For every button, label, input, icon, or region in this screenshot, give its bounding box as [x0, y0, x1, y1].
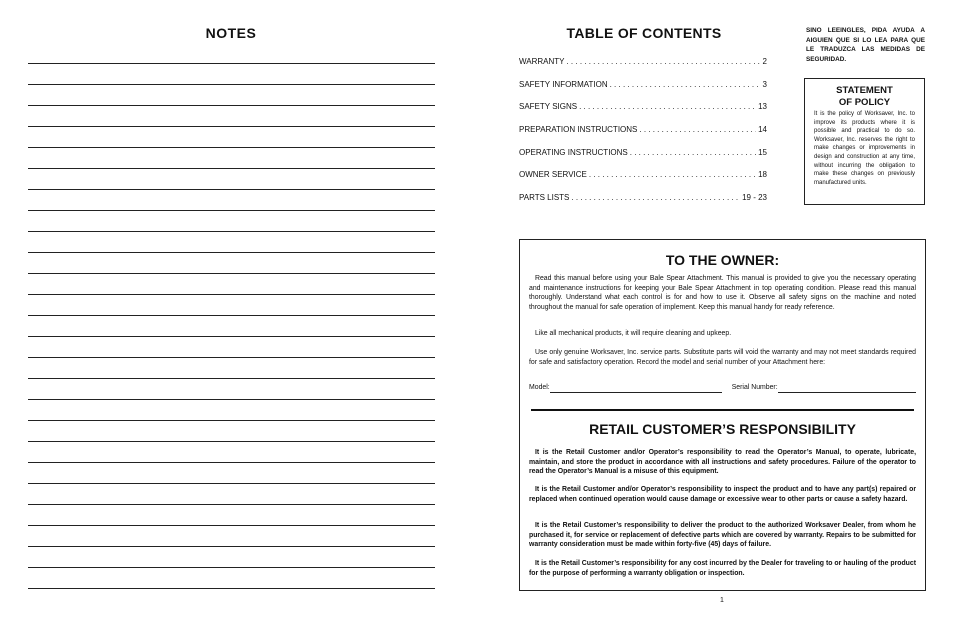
note-line [28, 294, 435, 295]
retail-paragraph: It is the Retail Customer’s responsibility for any cost incurred by the Dealer for traveling to or hauling of the product for the purpose of performing a warranty obligation or inspection. [529, 560, 916, 577]
toc-leader [630, 148, 756, 157]
toc-entry[interactable] [519, 193, 767, 202]
note-line [28, 399, 435, 400]
policy-body: It is the policy of Worksaver, Inc. to improve its products where it is possible and practical to do so. Worksaver, Inc. reserves the right to make changes or improvements in design and construction at any time, without incurring the obligation to make these changes on previously manufactured units. [814, 111, 915, 186]
owner-paragraph: Read this manual before using your Bale Spear Attachment. This manual is provided to give you the necessary operating and maintenance instructions for keeping your Bale Spear Attachment in top operating condition. Please read this manual thoroughly. Understand what each control is for and how to use it. Observe all safety signs on the machine and noted throughout the manual for safe operation of implement. Keep this manual handy for ready reference. [529, 275, 916, 311]
note-line [28, 126, 435, 127]
toc-leader [589, 170, 756, 179]
policy-title [805, 85, 924, 109]
toc-entry[interactable] [519, 57, 767, 66]
note-line [28, 420, 435, 421]
note-line [28, 462, 435, 463]
serial-label: Serial Number: [731, 384, 778, 391]
policy-title-line: STATEMENT [836, 85, 893, 96]
toc-entry-page: 19 - 23 [742, 193, 767, 202]
note-line [28, 525, 435, 526]
toc-entry-label: PARTS LISTS [519, 193, 570, 202]
toc-leader [566, 57, 760, 66]
owner-box [519, 239, 926, 591]
spanish-safety-note: SINO LEEINGLES, PIDA AYUDA A AIGUIEN QUE SI LO LEA PARA QUE LE TRADUZCA LAS MEDIDAS DE SEGURIDAD. [806, 27, 925, 63]
toc-leader [579, 102, 756, 111]
note-line [28, 567, 435, 568]
toc-entry[interactable] [519, 148, 767, 157]
policy-box [804, 78, 925, 205]
section-divider [531, 409, 914, 411]
toc-leader [639, 125, 756, 134]
note-line [28, 357, 435, 358]
toc-entry-label: OWNER SERVICE [519, 170, 587, 179]
toc-entry[interactable] [519, 125, 767, 134]
note-line [28, 336, 435, 337]
note-line [28, 168, 435, 169]
toc-entry-page: 3 [762, 80, 767, 89]
retail-title: RETAIL CUSTOMER’S RESPONSIBILITY [589, 421, 856, 437]
toc-entry[interactable] [519, 170, 767, 179]
note-line [28, 252, 435, 253]
model-label: Model: [529, 384, 550, 391]
note-line [28, 378, 435, 379]
retail-paragraph: It is the Retail Customer and/or Operator’s responsibility to read the Operator’s Manual, to operate, lubricate, maintain, and store the product in accordance with all instructions and safety procedures. Failure of the operator to read the Operator’s Manual is a misuse of this equipment. [529, 449, 916, 476]
model-field[interactable] [550, 384, 722, 393]
note-line [28, 63, 435, 64]
toc-entry[interactable] [519, 80, 767, 89]
toc-entry-label: OPERATING INSTRUCTIONS [519, 148, 628, 157]
toc-entry-page: 14 [758, 125, 767, 134]
note-line [28, 588, 435, 589]
retail-paragraph: It is the Retail Customer and/or Operator’s responsibility to inspect the product and to have any part(s) repaired or replaced when continued operation would cause damage or excessive wear to other parts or cause a safety hazard. [529, 486, 916, 503]
retail-paragraph: It is the Retail Customer’s responsibility to deliver the product to the authorized Worksaver Dealer, from whom he purchased it, for service or replacement of defective parts which are covered by warranty. Repairs to be submitted for warranty consideration must be made within forty-five (45) days of failure. [529, 522, 916, 549]
toc-entry-page: 2 [762, 57, 767, 66]
toc-entry[interactable] [519, 102, 767, 111]
owner-paragraph: Like all mechanical products, it will require cleaning and upkeep. [535, 330, 732, 337]
toc-entry-label: SAFETY SIGNS [519, 102, 578, 111]
toc-entry-label: SAFETY INFORMATION [519, 80, 608, 89]
note-line [28, 504, 435, 505]
serial-field[interactable] [778, 384, 916, 393]
note-line [28, 231, 435, 232]
note-line [28, 546, 435, 547]
note-line [28, 441, 435, 442]
toc-entry-page: 15 [758, 148, 767, 157]
toc-entry-label: PREPARATION INSTRUCTIONS [519, 125, 638, 134]
note-line [28, 147, 435, 148]
note-line [28, 105, 435, 106]
notes-title: NOTES [205, 25, 257, 41]
toc-leader [571, 193, 740, 202]
toc-entry-page: 13 [758, 102, 767, 111]
owner-title: TO THE OWNER: [665, 252, 780, 268]
note-line [28, 483, 435, 484]
note-line [28, 84, 435, 85]
note-line [28, 315, 435, 316]
toc-title: TABLE OF CONTENTS [566, 25, 722, 41]
note-line [28, 210, 435, 211]
note-line [28, 189, 435, 190]
toc-entry-page: 18 [758, 170, 767, 179]
note-line [28, 273, 435, 274]
toc-leader [610, 80, 761, 89]
toc-entry-label: WARRANTY [519, 57, 565, 66]
model-serial-row [529, 384, 916, 393]
page-number: 1 [720, 597, 724, 604]
policy-title-line: OF POLICY [838, 97, 891, 108]
owner-paragraph: Use only genuine Worksaver, Inc. service parts. Substitute parts will void the warranty and may not meet standards required for safe and satisfactory operation. Record the model and serial number of your Attachment here: [529, 349, 916, 366]
